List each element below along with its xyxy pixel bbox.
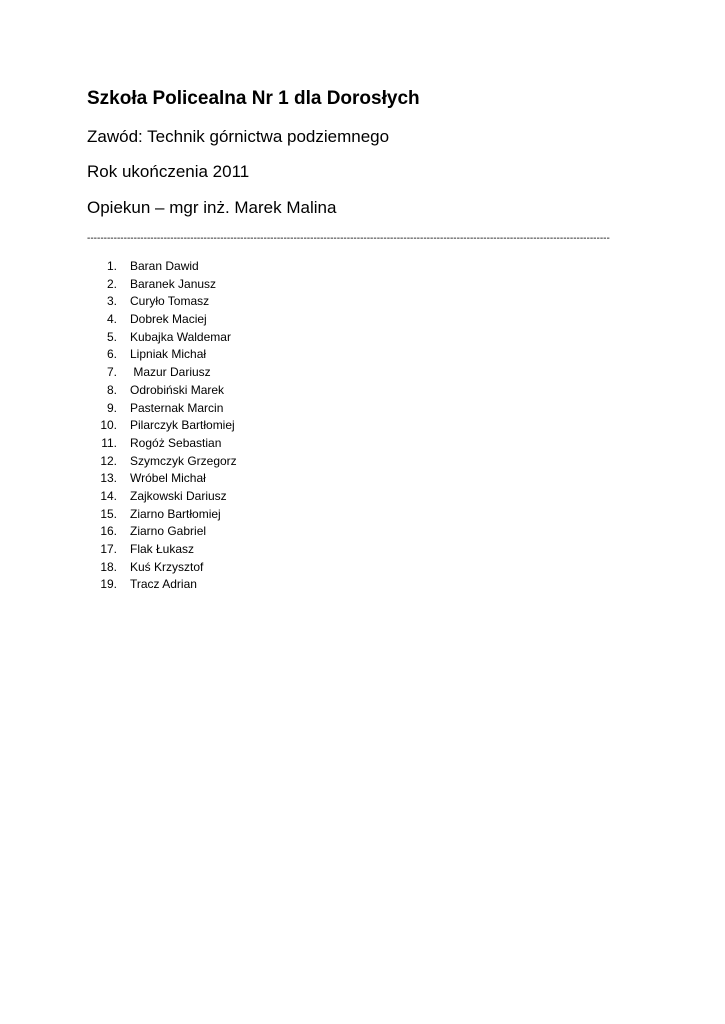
student-name: Zajkowski Dariusz xyxy=(130,488,227,503)
student-name: Wróbel Michał xyxy=(130,471,206,486)
list-item xyxy=(99,400,237,418)
list-item xyxy=(99,541,237,559)
tutor-line: Opiekun – mgr inż. Marek Malina xyxy=(87,198,337,217)
list-item-number: 13. xyxy=(100,471,117,486)
list-item xyxy=(99,523,237,541)
document-title: Szkoła Policealna Nr 1 dla Dorosłych xyxy=(87,88,420,109)
list-item xyxy=(99,453,237,471)
list-item-number: 6. xyxy=(106,347,117,362)
list-item-number: 17. xyxy=(100,542,117,556)
student-name: Pasternak Marcin xyxy=(130,400,224,415)
list-item-number: 7. xyxy=(106,365,117,380)
list-item xyxy=(99,488,237,506)
student-list xyxy=(99,258,237,594)
list-item-number: 18. xyxy=(100,559,117,574)
student-name: Flak Łukasz xyxy=(130,542,195,556)
list-item-number: 2. xyxy=(106,276,117,291)
list-item xyxy=(99,506,237,524)
list-item-number: 10. xyxy=(100,418,117,433)
student-name: Mazur Dariusz xyxy=(130,365,211,380)
student-name: Szymczyk Grzegorz xyxy=(130,453,237,468)
dashed-divider: ------------------------------------------------------------------------------------------------------------------------------------------------------------- xyxy=(87,233,610,244)
profession-line: Zawód: Technik górnictwa podziemnego xyxy=(87,127,390,146)
list-item-number: 8. xyxy=(106,382,117,397)
list-item-number: 16. xyxy=(100,524,117,539)
student-name: Ziarno Bartłomiej xyxy=(130,506,221,521)
list-item-number: 15. xyxy=(100,506,117,521)
list-item-number: 1. xyxy=(106,259,117,273)
list-item-number: 5. xyxy=(106,329,117,344)
student-name: Curyło Tomasz xyxy=(130,294,210,309)
list-item-number: 3. xyxy=(106,294,117,309)
list-item-number: 19. xyxy=(100,577,117,592)
list-item xyxy=(99,329,237,347)
list-item xyxy=(99,417,237,435)
student-name: Odrobiński Marek xyxy=(130,382,225,397)
list-item-number: 9. xyxy=(106,400,117,415)
student-name: Baran Dawid xyxy=(130,259,199,273)
list-item xyxy=(99,311,237,329)
list-item xyxy=(99,346,237,364)
student-name: Lipniak Michał xyxy=(130,347,207,362)
student-name: Tracz Adrian xyxy=(130,577,197,592)
list-item xyxy=(99,576,237,594)
student-name: Pilarczyk Bartłomiej xyxy=(130,418,235,433)
list-item-number: 12. xyxy=(100,453,117,468)
list-item xyxy=(99,364,237,382)
list-item xyxy=(99,293,237,311)
student-name: Ziarno Gabriel xyxy=(130,524,207,539)
list-item-number: 4. xyxy=(106,312,117,327)
graduation-year-line: Rok ukończenia 2011 xyxy=(87,162,250,181)
list-item-number: 14. xyxy=(100,488,117,503)
list-item xyxy=(99,258,237,276)
student-name: Dobrek Maciej xyxy=(130,312,207,327)
student-name: Rogóż Sebastian xyxy=(130,435,222,450)
student-name: Kuś Krzysztof xyxy=(130,559,204,574)
list-item xyxy=(99,435,237,453)
list-item xyxy=(99,470,237,488)
student-name: Kubajka Waldemar xyxy=(130,329,231,344)
student-name: Baranek Janusz xyxy=(130,276,217,291)
list-item-number: 11. xyxy=(101,435,117,450)
list-item xyxy=(99,276,237,294)
list-item xyxy=(99,559,237,577)
list-item xyxy=(99,382,237,400)
